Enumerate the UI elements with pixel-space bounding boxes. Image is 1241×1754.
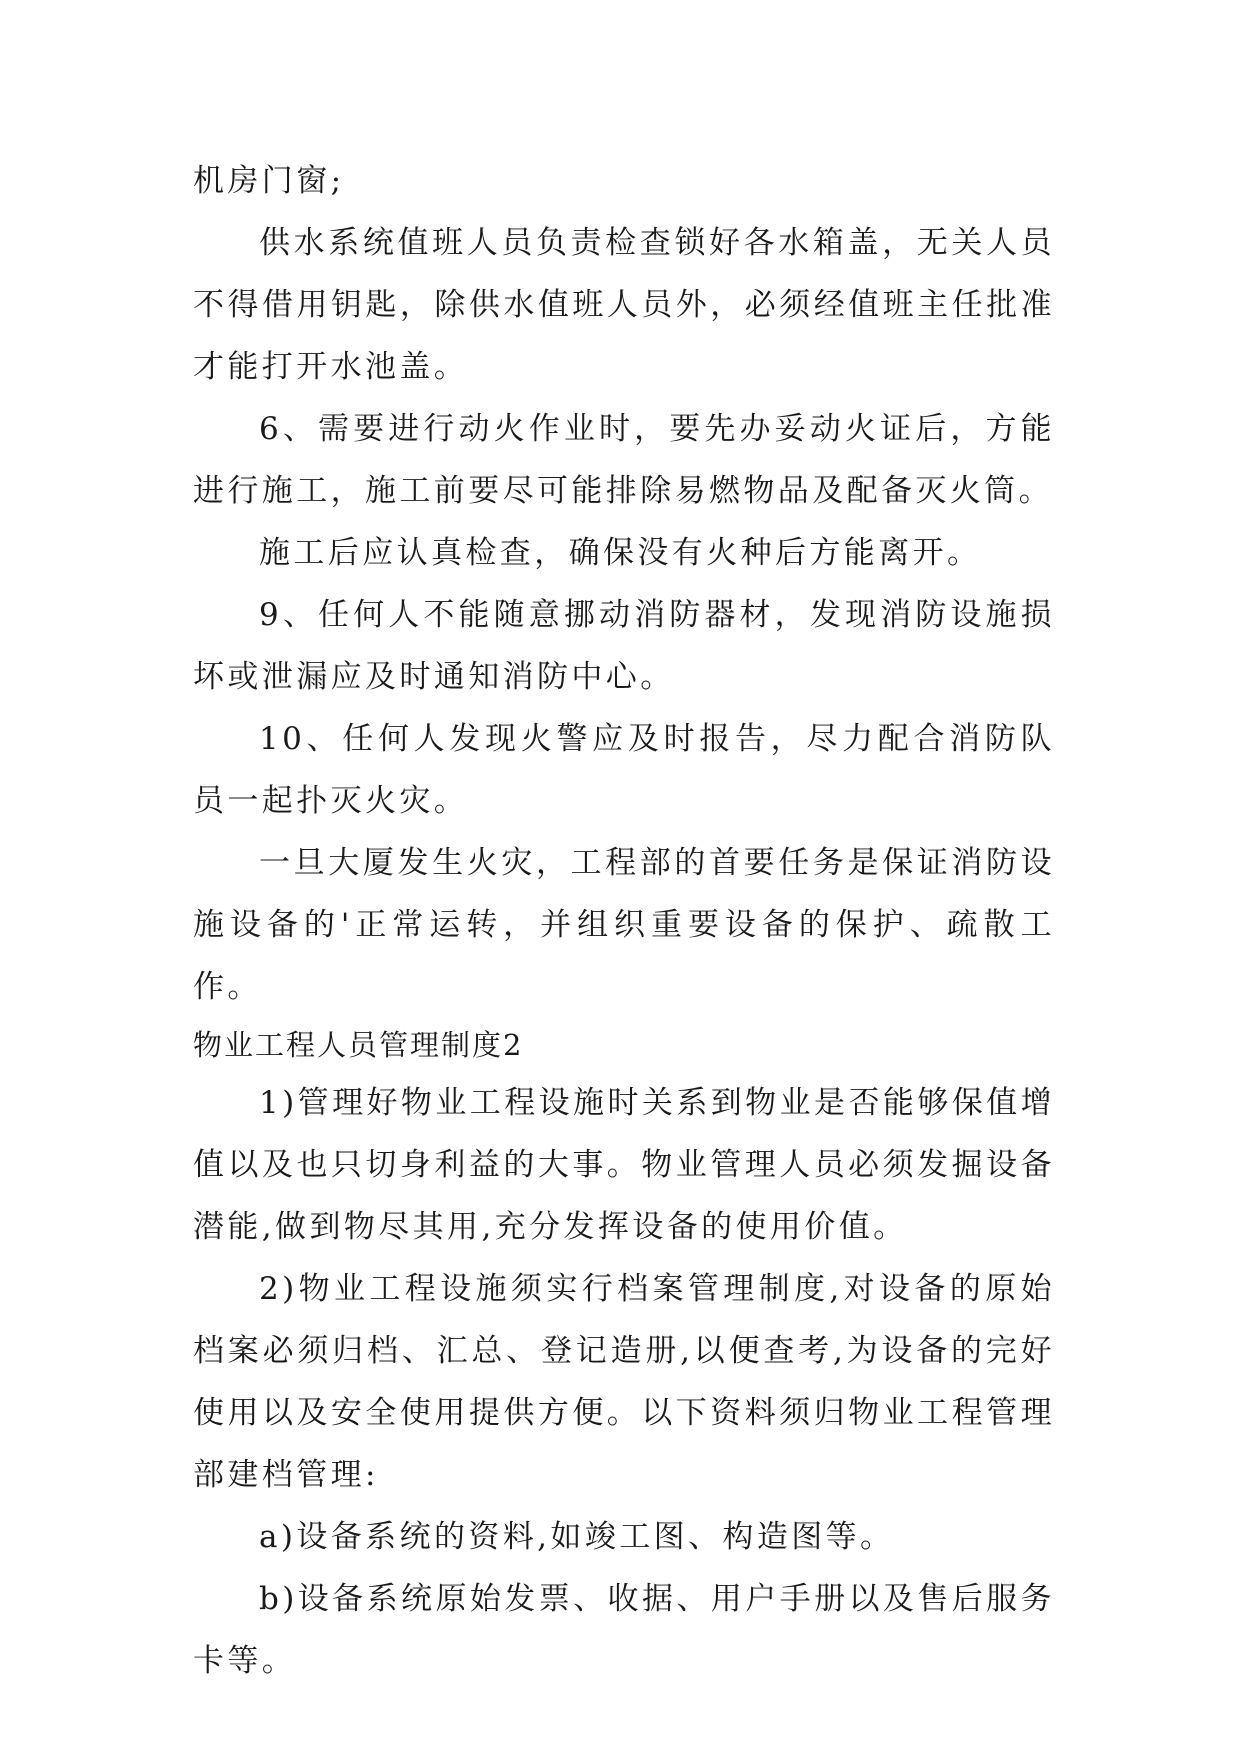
paragraph-text: 供水系统值班人员负责检查锁好各水箱盖，无关人员不得借用钥匙，除供水值班人员外，必须经值班主任批准才能打开水池盖。	[193, 225, 1055, 385]
paragraph-text: 1)管理好物业工程设施时关系到物业是否能够保值增值以及也只切身利益的大事。物业管理人员必须发掘设备潜能,做到物尽其用,充分发挥设备的使用价值。	[193, 1085, 1055, 1245]
paragraph-text: 2)物业工程设施须实行档案管理制度,对设备的原始档案必须归档、汇总、登记造册,以便查考,为设备的完好使用以及安全使用提供方便。以下资料须归物业工程管理部建档管理:	[193, 1271, 1055, 1493]
paragraph-text: 9、任何人不能随意挪动消防器材，发现消防设施损坏或泄漏应及时通知消防中心。	[193, 597, 1055, 695]
paragraph-text: 机房门窗;	[193, 163, 345, 199]
section-heading: 物业工程人员管理制度2	[193, 1028, 524, 1062]
paragraph-text: 一旦大厦发生火灾，工程部的首要任务是保证消防设施设备的'正常运转，并组织重要设备的保护、疏散工作。	[193, 845, 1055, 1005]
paragraph-text: 10、任何人发现火警应及时报告，尽力配合消防队员一起扑灭火灾。	[193, 721, 1055, 819]
paragraph-text: 施工后应认真检查，确保没有火种后方能离开。	[259, 535, 982, 571]
paragraph-text: a)设备系统的资料,如竣工图、构造图等。	[259, 1519, 895, 1555]
paragraph-text: 6、需要进行动火作业时，要先办妥动火证后，方能进行施工，施工前要尽可能排除易燃物品及配备灭火筒。	[193, 411, 1055, 509]
document-page	[193, 150, 1055, 1692]
paragraph-text: b)设备系统原始发票、收据、用户手册以及售后服务卡等。	[193, 1581, 1055, 1679]
